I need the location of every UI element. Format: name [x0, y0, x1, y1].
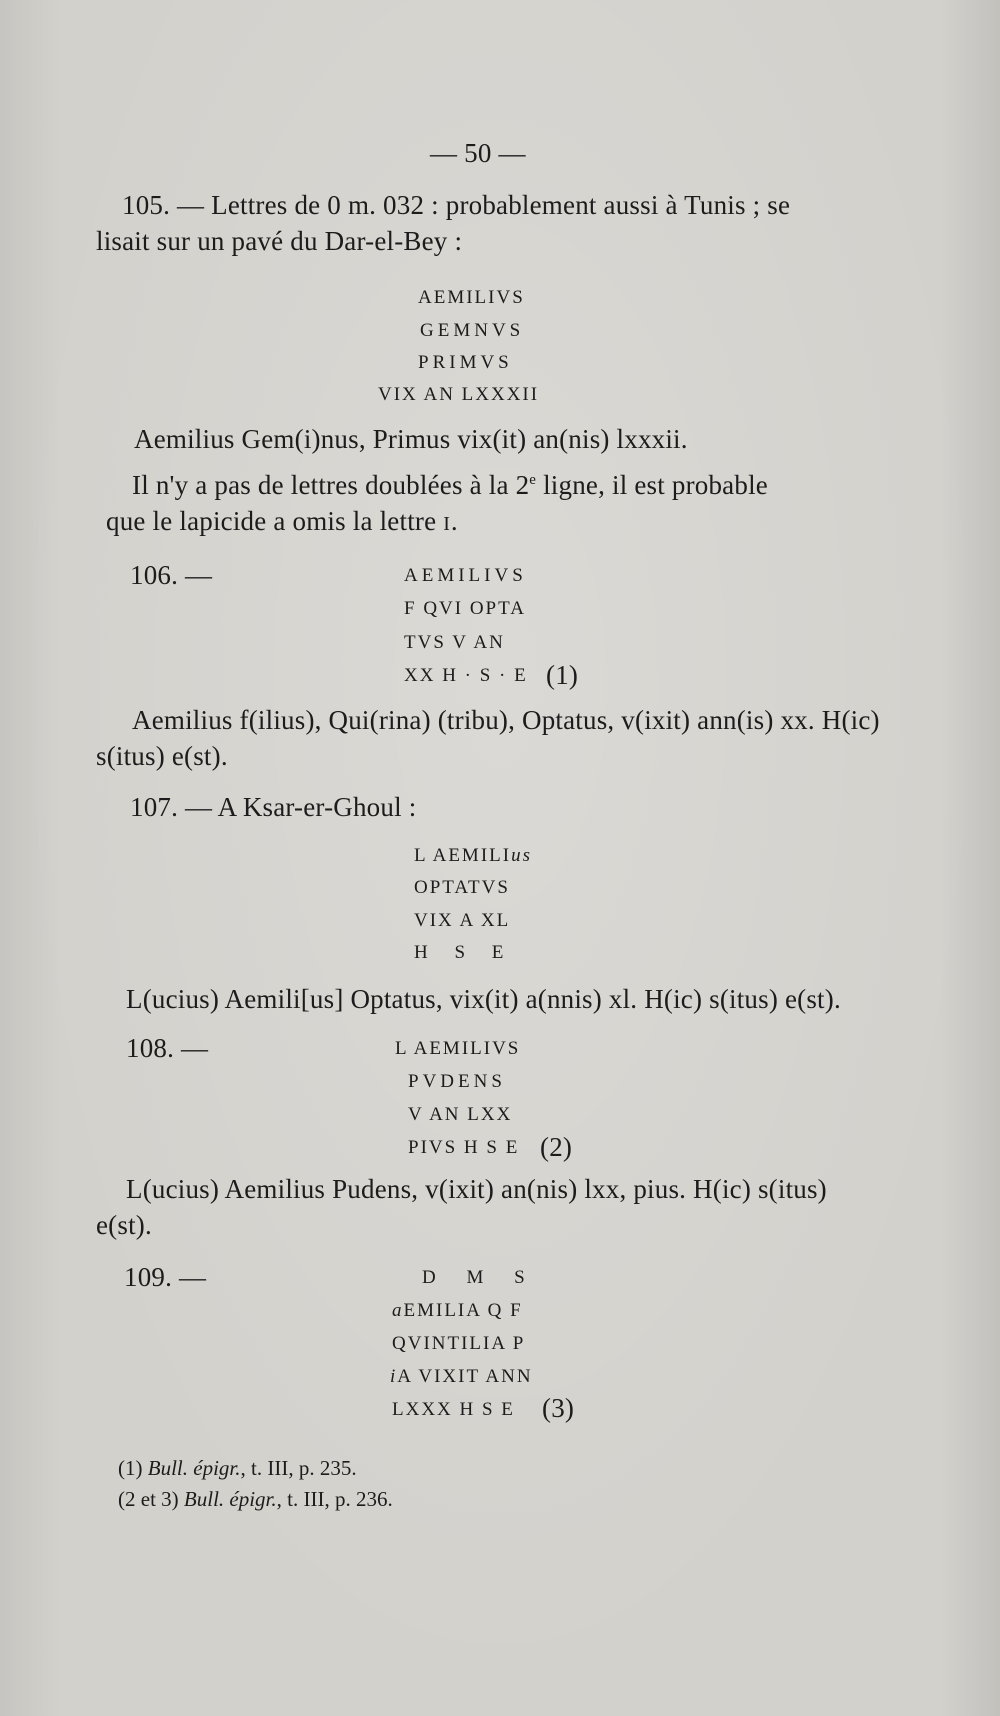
entry-107-inscription-line2: OPTATVS — [414, 877, 510, 898]
entry-106-footnote-ref: (1) — [546, 660, 579, 690]
entry-105-inscription-line1: AEMILIVS — [418, 287, 525, 308]
entry-105-inscription-line3: PRIMVS — [418, 352, 513, 373]
entry-108-inscription-line4: PIVS H S E — [408, 1137, 520, 1158]
entry-106-inscription-line2: F QVI OPTA — [404, 598, 526, 619]
footnote-2-3: (2 et 3) Bull. épigr., t. III, p. 236. — [118, 1487, 393, 1511]
entry-109-footnote-ref: (3) — [542, 1393, 575, 1423]
entry-105-inscription-line2: GEMNVS — [420, 320, 525, 341]
entry-108-reading-line2: e(st). — [96, 1210, 152, 1240]
entry-105-note-line1: Il n'y a pas de lettres doublées à la 2e ligne, il est probable — [132, 470, 768, 500]
entry-105-reading: Aemilius Gem(i)nus, Primus vix(it) an(nis) lxxxii. — [134, 424, 688, 454]
page-number: — 50 — — [430, 138, 526, 168]
entry-109-inscription-line5: LXXX H S E — [392, 1399, 515, 1420]
entry-107-reading: L(ucius) Aemili[us] Optatus, vix(it) a(nnis) xl. H(ic) s(itus) e(st). — [126, 984, 841, 1014]
entry-106-inscription-line3: TVS V AN — [404, 632, 505, 653]
entry-109-number: 109. — — [124, 1262, 207, 1292]
entry-106-number: 106. — — [130, 560, 213, 590]
entry-105-heading-line2: lisait sur un pavé du Dar-el-Bey : — [96, 226, 463, 256]
entry-109-inscription-line2: aEMILIA Q F — [392, 1300, 523, 1321]
entry-107-inscription-line4: H S E — [414, 942, 506, 963]
entry-107-heading: 107. — A Ksar-er-Ghoul : — [130, 792, 417, 822]
entry-106-inscription-line4: XX H · S · E — [404, 665, 528, 686]
entry-108-inscription-line3: V AN LXX — [408, 1104, 513, 1125]
entry-106-inscription-line1: AEMILIVS — [404, 565, 527, 586]
entry-105-heading-line1: 105. — Lettres de 0 m. 032 : probablement aussi à Tunis ; se — [122, 190, 791, 220]
entry-108-inscription-line1: L AEMILIVS — [395, 1038, 521, 1059]
entry-109-inscription-line1: D M S — [422, 1267, 527, 1288]
entry-106-reading-line1: Aemilius f(ilius), Qui(rina) (tribu), Optatus, v(ixit) ann(is) xx. H(ic) — [132, 705, 880, 735]
entry-105-inscription-line4: VIX AN LXXXII — [378, 384, 540, 405]
entry-107-inscription-line1: L AEMILIus — [414, 845, 532, 866]
entry-108-footnote-ref: (2) — [540, 1132, 573, 1162]
entry-106-reading-line2: s(itus) e(st). — [96, 741, 228, 771]
entry-108-reading-line1: L(ucius) Aemilius Pudens, v(ixit) an(nis) lxx, pius. H(ic) s(itus) — [126, 1174, 827, 1204]
entry-108-number: 108. — — [126, 1033, 209, 1063]
entry-108-inscription-line2: PVDENS — [408, 1071, 506, 1092]
entry-107-inscription-line3: VIX A XL — [414, 910, 511, 931]
entry-109-inscription-line3: QVINTILIA P — [392, 1333, 526, 1354]
footnote-1: (1) Bull. épigr., t. III, p. 235. — [118, 1456, 357, 1480]
entry-105-note-line2: que le lapicide a omis la lettre I. — [106, 506, 458, 536]
entry-109-inscription-line4: iA VIXIT ANN — [390, 1366, 533, 1387]
